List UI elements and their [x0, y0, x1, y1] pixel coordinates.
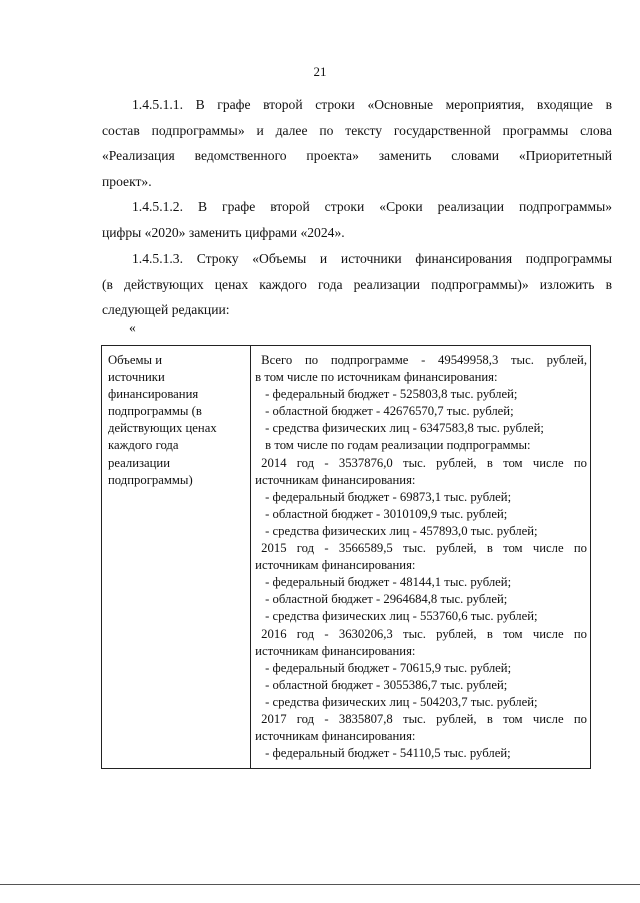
opening-quote: « — [129, 320, 136, 335]
paragraph-1-4-5-1-3 — [102, 246, 612, 323]
funding-line: - федеральный бюджет - 525803,8 тыс. рублей; — [265, 387, 518, 402]
funding-line: Всего по подпрограмме - 49549958,3 тыс. рублей, — [261, 353, 587, 367]
funding-line: 2014 год - 3537876,0 тыс. рублей, в том числе по — [261, 455, 587, 470]
funding-line: - областной бюджет - 3055386,7 тыс. рублей; — [265, 677, 508, 692]
table-row — [102, 346, 591, 769]
header-line: Объемы и — [108, 353, 163, 367]
funding-table — [101, 345, 591, 769]
text-line: проект». — [102, 173, 152, 189]
header-line: действующих ценах — [108, 421, 217, 436]
header-line: реализации — [108, 455, 171, 470]
funding-line: - областной бюджет - 42676570,7 тыс. рублей; — [265, 404, 514, 419]
row-header-cell — [102, 346, 251, 769]
paragraph-1-4-5-1-2 — [102, 194, 612, 245]
funding-line: в том числе по годам реализации подпрограммы: — [265, 438, 531, 453]
funding-line: - областной бюджет - 3010109,9 тыс. рублей; — [265, 506, 508, 521]
funding-line: источникам финансирования: — [255, 472, 416, 487]
funding-line: 2017 год - 3835807,8 тыс. рублей, в том числе по — [261, 711, 587, 726]
funding-line: - федеральный бюджет - 70615,9 тыс. рублей; — [265, 660, 512, 675]
funding-line: - средства физических лиц - 553760,6 тыс. рублей; — [265, 609, 538, 624]
funding-line: 2016 год - 3630206,3 тыс. рублей, в том числе по — [261, 626, 587, 641]
text-line: «Реализация ведомственного проекта» заменить словами «Приоритетный — [102, 148, 612, 163]
funding-line: 2015 год - 3566589,5 тыс. рублей, в том числе по — [261, 541, 587, 556]
funding-line: источникам финансирования: — [255, 558, 416, 573]
funding-line: - областной бюджет - 2964684,8 тыс. рублей; — [265, 592, 508, 607]
header-line: финансирования — [108, 387, 199, 402]
funding-line: в том числе по источникам финансирования: — [255, 370, 498, 385]
funding-details-cell — [251, 346, 591, 769]
funding-line: - средства физических лиц - 457893,0 тыс. рублей; — [265, 523, 538, 538]
text-line: (в действующих ценах каждого года реализации подпрограммы)» изложить в — [102, 276, 612, 292]
funding-line: источникам финансирования: — [255, 729, 416, 744]
header-line: подпрограммы) — [108, 472, 193, 487]
header-line: подпрограммы (в — [108, 404, 202, 419]
text-line: 1.4.5.1.2. В графе второй строки «Сроки реализации подпрограммы» — [132, 199, 612, 214]
footer-divider — [0, 884, 640, 885]
funding-line: - средства физических лиц - 504203,7 тыс. рублей; — [265, 694, 538, 709]
funding-line: - средства физических лиц - 6347583,8 тыс. рублей; — [265, 421, 544, 436]
page-number: 21 — [313, 64, 327, 79]
text-line: 1.4.5.1.1. В графе второй строки «Основные мероприятия, входящие в — [132, 97, 612, 112]
header-line: каждого года — [108, 438, 179, 453]
text-line: состав подпрограммы» и далее по тексту государственной программы слова — [102, 122, 612, 138]
header-line: источники — [108, 370, 165, 385]
funding-line: - федеральный бюджет - 54110,5 тыс. рублей; — [265, 746, 511, 761]
funding-line: - федеральный бюджет - 69873,1 тыс. рублей; — [265, 489, 512, 504]
text-line: 1.4.5.1.3. Строку «Объемы и источники финансирования подпрограммы — [132, 251, 612, 266]
text-line: следующей редакции: — [102, 302, 230, 317]
funding-line: источникам финансирования: — [255, 643, 416, 658]
paragraph-1-4-5-1-1 — [102, 92, 612, 194]
text-line: цифры «2020» заменить цифрами «2024». — [102, 224, 345, 240]
funding-line: - федеральный бюджет - 48144,1 тыс. рублей; — [265, 575, 512, 590]
